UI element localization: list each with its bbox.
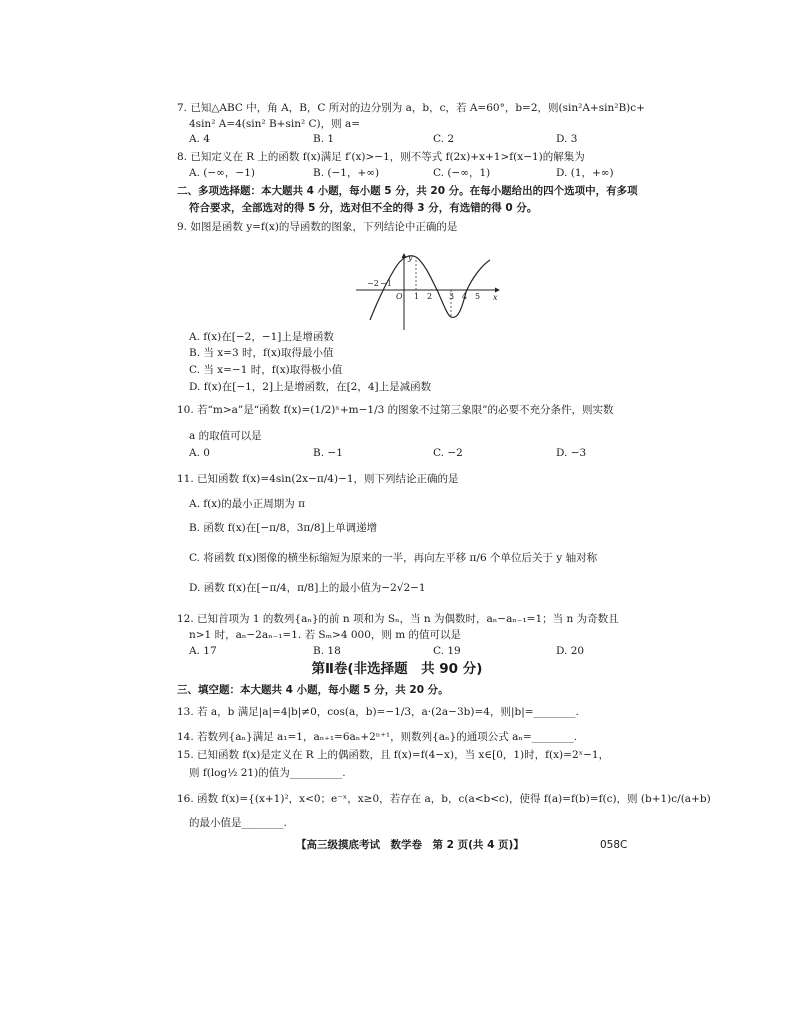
y-axis-label: y — [408, 253, 413, 262]
q8-line1: 8. 已知定义在 R 上的函数 f(x)满足 f′(x)>−1，则不等式 f(2x)+x+1>f(x−1)的解集为 — [177, 151, 585, 163]
tick-label-3: 3 — [449, 292, 455, 301]
part2-title: 第Ⅱ卷(非选择题 共 90 分) — [311, 661, 483, 677]
q10-line1: 10. 若“m>a”是“函数 f(x)=(1/2)ˣ+m−1/3 的图象不过第三象限”的必要不充分条件，则实数 — [177, 404, 614, 416]
q12-option-d: D. 20 — [556, 645, 585, 657]
origin-label: O — [396, 292, 403, 301]
q11-option-c: C. 将函数 f(x)图像的横坐标缩短为原来的一半，再向左平移 π/6 个单位后关于 y 轴对称 — [189, 552, 598, 564]
derivative-graph — [352, 250, 502, 332]
q7-line2: 4sin² A=4(sin² B+sin² C)，则 a= — [189, 118, 361, 130]
q10-option-d: D. −3 — [556, 447, 587, 459]
section3-heading: 三、填空题：本大题共 4 小题，每小题 5 分，共 20 分。 — [177, 684, 449, 696]
x-axis-label: x — [493, 293, 498, 302]
q9-line1: 9. 如图是函数 y=f(x)的导函数的图象，下列结论中正确的是 — [177, 221, 458, 233]
q12-line1: 12. 已知首项为 1 的数列{aₙ}的前 n 项和为 Sₙ，当 n 为偶数时，aₙ−aₙ₋₁=1；当 n 为奇数且 — [177, 613, 619, 625]
q10-line2: a 的取值可以是 — [189, 430, 262, 442]
q7-option-a: A. 4 — [189, 133, 210, 145]
q8-option-b: B. (−1，+∞) — [313, 167, 380, 179]
q16-line1: 16. 函数 f(x)={(x+1)²，x<0；e⁻ˣ，x≥0，若存在 a，b，c(a<b<c)，使得 f(a)=f(b)=f(c)，则 (b+1)c/(a+b) — [177, 793, 711, 805]
q16-line2: 的最小值是________. — [189, 817, 287, 829]
page-footer: 【高三级摸底考试 数学卷 第 2 页(共 4 页)】 — [296, 839, 524, 851]
q10-option-c: C. −2 — [433, 447, 463, 459]
q10-option-b: B. −1 — [313, 447, 343, 459]
exam-code: 058C — [600, 839, 628, 851]
q12-line2: n>1 时，aₙ−2aₙ₋₁=1. 若 Sₘ>4 000，则 m 的值可以是 — [189, 629, 462, 641]
tick-label-2: 2 — [427, 292, 433, 301]
q11-option-b: B. 函数 f(x)在[−π/8，3π/8]上单调递增 — [189, 522, 378, 534]
q8-option-d: D. (1，+∞) — [556, 167, 614, 179]
q12-option-c: C. 19 — [433, 645, 461, 657]
q8-option-a: A. (−∞，−1) — [189, 167, 255, 179]
section2-heading-line1: 二、多项选择题：本大题共 4 小题，每小题 5 分，共 20 分。在每小题给出的四个选项中，有多项 — [177, 185, 638, 197]
q10-option-a: A. 0 — [189, 447, 210, 459]
q12-option-a: A. 17 — [189, 645, 217, 657]
q7-option-b: B. 1 — [313, 133, 335, 145]
x-axis-arrow — [495, 288, 500, 293]
q15-line1: 15. 已知函数 f(x)是定义在 R 上的偶函数，且 f(x)=f(4−x)，当 x∈[0，1)时，f(x)=2ˣ−1， — [177, 749, 610, 761]
q9-option-b: B. 当 x=3 时，f(x)取得最小值 — [189, 347, 334, 359]
q7-option-d: D. 3 — [556, 133, 578, 145]
q9-option-d: D. f(x)在[−1，2]上是增函数，在[2，4]上是减函数 — [189, 381, 432, 393]
q11-option-a: A. f(x)的最小正周期为 π — [189, 498, 305, 510]
q12-option-b: B. 18 — [313, 645, 341, 657]
tick-label-4: 4 — [462, 292, 468, 301]
tick-label-neg2: −2 — [367, 279, 379, 288]
q14-line: 14. 若数列{aₙ}满足 a₁=1，aₙ₊₁=6aₙ+2ⁿ⁺¹，则数列{aₙ}的通项公式 aₙ=________. — [177, 731, 578, 743]
section2-heading-line2: 符合要求，全部选对的得 5 分，选对但不全的得 3 分，有选错的得 0 分。 — [189, 202, 538, 214]
tick-label-1: 1 — [414, 292, 420, 301]
q7-option-c: C. 2 — [433, 133, 455, 145]
q11-line1: 11. 已知函数 f(x)=4sin(2x−π/4)−1，则下列结论正确的是 — [177, 473, 459, 485]
q13-line: 13. 若 a，b 满足|a|=4|b|≠0，cos(a，b)=−1/3，a·(2a−3b)=4，则|b|=________. — [177, 706, 579, 718]
q7-line1: 7. 已知△ABC 中，角 A，B，C 所对的边分别为 a，b，c，若 A=60°，b=2，则(sin²A+sin²B)c+ — [177, 102, 645, 114]
q8-option-c: C. (−∞，1) — [433, 167, 491, 179]
q11-option-d: D. 函数 f(x)在[−π/4，π/8]上的最小值为−2√2−1 — [189, 582, 426, 594]
tick-label-neg1: −1 — [380, 279, 392, 288]
q9-option-c: C. 当 x=−1 时，f(x)取得极小值 — [189, 364, 343, 376]
tick-label-5: 5 — [475, 292, 481, 301]
q9-option-a: A. f(x)在[−2，−1]上是增函数 — [189, 331, 334, 343]
q15-line2: 则 f(log½ 21)的值为__________. — [189, 767, 346, 779]
